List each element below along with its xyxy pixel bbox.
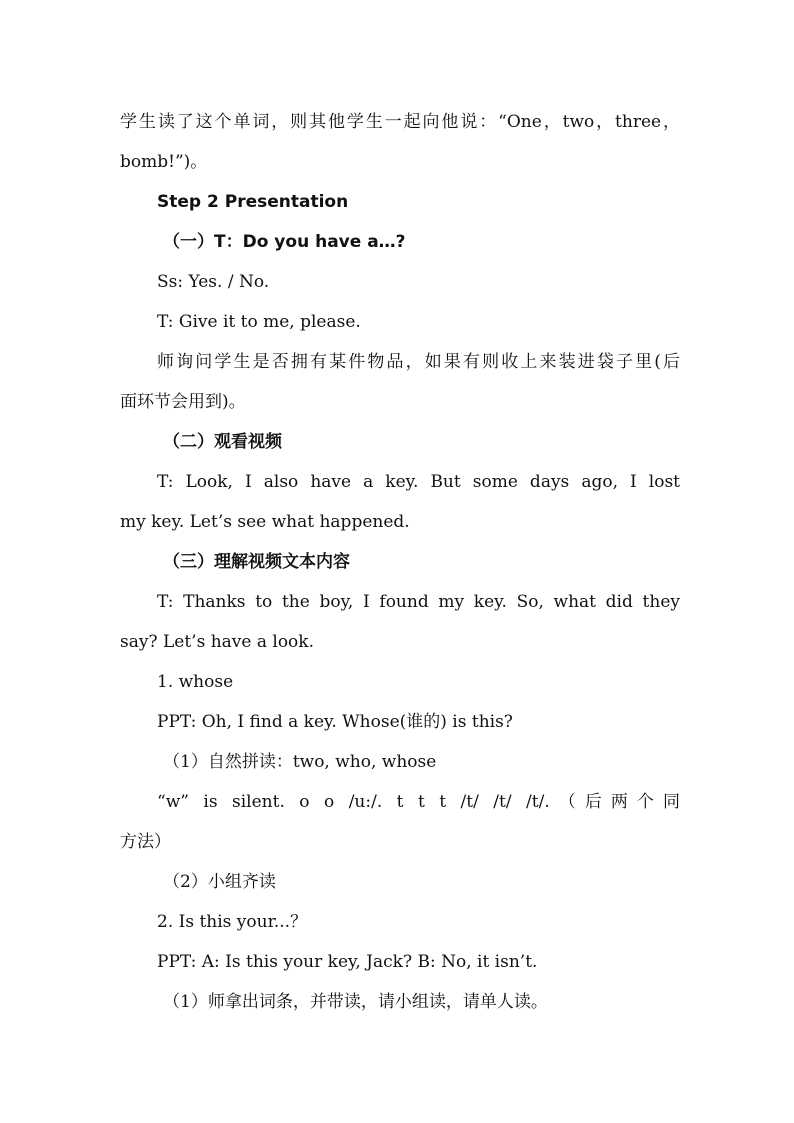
sub-item-1-2: （2）小组齐读 (163, 872, 276, 892)
sub-item-1-1: （1）自然拼读：two, who, whose (163, 752, 437, 772)
paragraph-line-4: 面环节会用到)。 (120, 392, 246, 412)
subheading-1: （一）T：Do you have a…? (163, 232, 406, 252)
paragraph-line-3: 师询问学生是否拥有某件物品，如果有则收上来装进袋子里(后 (157, 352, 680, 372)
list-item-2: 2. Is this your...？ (157, 912, 308, 932)
subheading-3: （三）理解视频文本内容 (163, 552, 350, 572)
list-item-1: 1. whose (157, 672, 234, 692)
paragraph-line-10: 方法） (120, 832, 171, 852)
dialogue-line-ss: Ss: Yes. / No. (157, 272, 270, 292)
ppt-line-2: PPT: A: Is this your key, Jack? B: No, it isn’t. (157, 952, 538, 972)
paragraph-line-9: “w” is silent. o o /u:/. t t t /t/ /t/ /t/.（后两个同 (157, 792, 680, 812)
paragraph-line-2: bomb!”)。 (120, 152, 208, 172)
dialogue-line-t: T: Give it to me, please. (157, 312, 361, 332)
paragraph-line-1: 学生读了这个单词，则其他学生一起向他说：“One，two，three， (120, 112, 680, 132)
paragraph-line-6: my key. Let’s see what happened. (120, 512, 410, 532)
section-heading-step2: Step 2 Presentation (157, 192, 349, 212)
paragraph-line-8: say? Let’s have a look. (120, 632, 314, 652)
ppt-line-1: PPT: Oh, I find a key. Whose(谁的) is this? (157, 712, 513, 732)
paragraph-line-7: T: Thanks to the boy, I found my key. So, what did they (157, 592, 680, 612)
paragraph-line-5: T: Look, I also have a key. But some days ago, I lost (157, 472, 680, 492)
subheading-2: （二）观看视频 (163, 432, 282, 452)
sub-item-2-1: （1）师拿出词条，并带读，请小组读，请单人读。 (163, 992, 548, 1012)
